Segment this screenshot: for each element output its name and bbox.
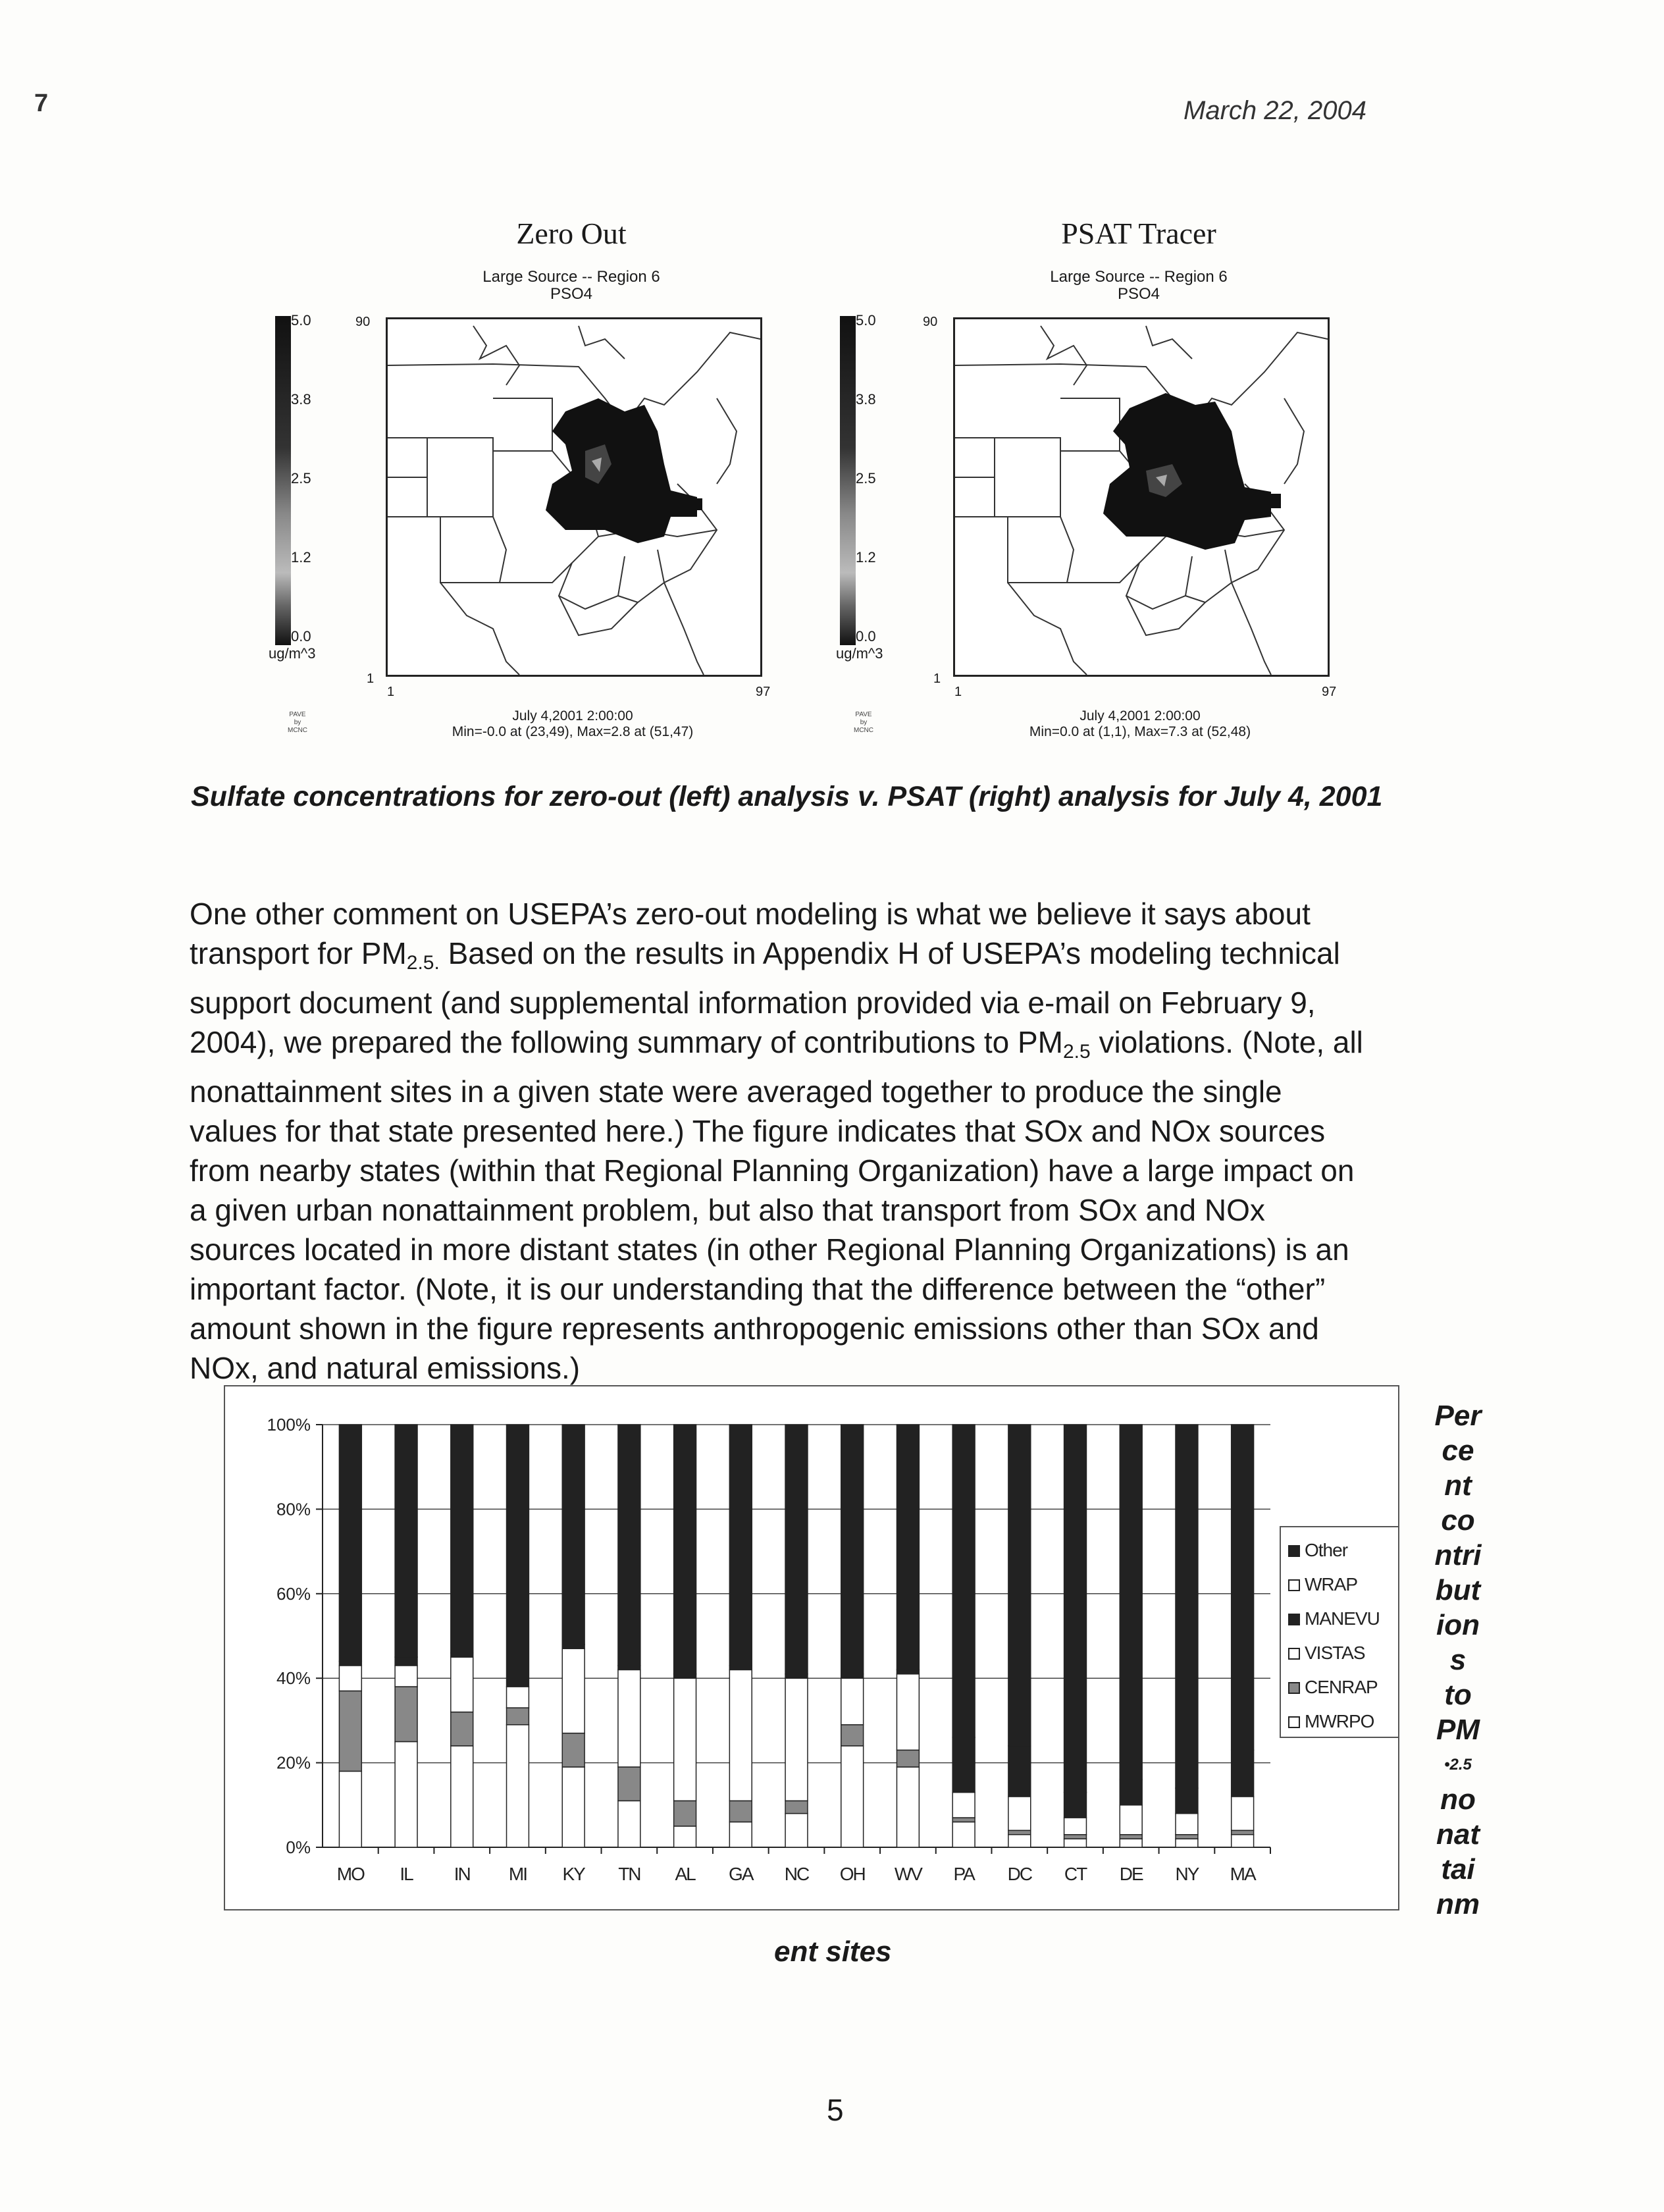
- y-tick-label: 20%: [276, 1752, 311, 1773]
- right-map-xmax: 97: [1322, 685, 1337, 699]
- bar-segment-other: [785, 1425, 808, 1674]
- left-pave-logo: PAVE by MCNC: [288, 711, 307, 734]
- bar-segment-cenrap: [785, 1801, 808, 1813]
- chart-vertical-title-line: co: [1441, 1504, 1475, 1537]
- stacked-bar-chart: [224, 1385, 1277, 1908]
- left-map-footer-date: July 4,2001 2:00:00: [512, 708, 633, 724]
- bar-segment-manevu: [897, 1670, 919, 1673]
- bar-segment-cenrap: [1232, 1830, 1254, 1834]
- bar-segment-mwrpo: [952, 1822, 975, 1847]
- page-date: March 22, 2004: [1183, 96, 1366, 125]
- chart-vertical-title-line: but: [1435, 1574, 1481, 1606]
- right-cbar-label: 1.2: [856, 549, 876, 566]
- bar-segment-mwrpo: [1120, 1839, 1142, 1847]
- right-cbar-label: 0.0: [856, 628, 876, 645]
- bar-segment-vistas: [729, 1670, 752, 1801]
- x-tick-label: MO: [336, 1864, 364, 1884]
- left-map-xmin: 1: [387, 685, 395, 699]
- chart-vertical-title-line: nat: [1436, 1818, 1480, 1851]
- right-cbar-label: 3.8: [856, 391, 876, 408]
- bar-segment-manevu: [785, 1674, 808, 1678]
- chart-vertical-title-line: no: [1440, 1783, 1476, 1816]
- left-map-subtitle: Large Source -- Region 6: [482, 268, 660, 286]
- bar-segment-cenrap: [1176, 1835, 1198, 1839]
- legend-swatch-vistas: [1289, 1648, 1299, 1659]
- right-map-subtitle: Large Source -- Region 6: [1050, 268, 1228, 286]
- chart-vertical-title-line: nt: [1444, 1469, 1472, 1502]
- bar-segment-other: [897, 1425, 919, 1670]
- legend-swatch-cenrap: [1289, 1683, 1299, 1693]
- bar-segment-mwrpo: [897, 1767, 919, 1847]
- bar-segment-mwrpo: [339, 1771, 361, 1847]
- bar-segment-vistas: [1008, 1797, 1031, 1830]
- bar-segment-vistas: [395, 1666, 417, 1687]
- bar-segment-cenrap: [451, 1712, 473, 1746]
- right-map-plot: [953, 317, 1330, 677]
- bar-segment-other: [395, 1425, 417, 1657]
- bar-segment-cenrap: [1008, 1830, 1031, 1834]
- x-tick-label: MA: [1230, 1864, 1255, 1884]
- bar-segment-mwrpo: [507, 1725, 529, 1847]
- right-cbar-units: ug/m^3: [836, 645, 883, 662]
- bar-segment-cenrap: [1120, 1835, 1142, 1839]
- legend-label: MWRPO: [1305, 1711, 1374, 1731]
- bar-segment-cenrap: [395, 1687, 417, 1741]
- bar-segment-manevu: [395, 1657, 417, 1666]
- left-map-title: Zero Out: [516, 217, 627, 250]
- left-map-ymax: 90: [355, 315, 371, 329]
- x-tick-label: OH: [839, 1864, 865, 1884]
- right-map-ymax: 90: [923, 315, 938, 329]
- bar-segment-mwrpo: [618, 1801, 640, 1847]
- bar-segment-cenrap: [897, 1750, 919, 1767]
- x-tick-label: AL: [675, 1864, 695, 1884]
- bar-segment-mwrpo: [674, 1826, 696, 1847]
- bar-segment-mwrpo: [1232, 1835, 1254, 1847]
- bar-segment-vistas: [1232, 1797, 1254, 1830]
- bar-segment-vistas: [1176, 1814, 1198, 1835]
- bar-segment-vistas: [451, 1657, 473, 1712]
- bar-segment-vistas: [1120, 1805, 1142, 1835]
- bar-segment-other: [507, 1425, 529, 1678]
- chart-vertical-title-line: •2.5: [1444, 1756, 1472, 1774]
- left-map-footer-minmax: Min=-0.0 at (23,49), Max=2.8 at (51,47): [452, 724, 694, 739]
- bar-segment-other: [618, 1425, 640, 1666]
- bar-segment-manevu: [339, 1662, 361, 1666]
- bar-segment-mwrpo: [1008, 1835, 1031, 1847]
- bar-segment-mwrpo: [562, 1767, 585, 1847]
- bar-segment-mwrpo: [451, 1746, 473, 1847]
- legend-label: Other: [1305, 1540, 1348, 1560]
- bar-segment-cenrap: [562, 1733, 585, 1767]
- bar-segment-vistas: [952, 1793, 975, 1818]
- left-colorbar: [275, 316, 291, 645]
- right-map-footer-date: July 4,2001 2:00:00: [1079, 708, 1201, 724]
- bar-segment-vistas: [507, 1687, 529, 1708]
- left-cbar-label: 2.5: [291, 470, 311, 487]
- bar-segment-manevu: [1176, 1788, 1198, 1814]
- bar-segment-manevu: [1008, 1746, 1031, 1797]
- x-tick-label: NY: [1175, 1864, 1199, 1884]
- bar-segment-vistas: [674, 1678, 696, 1801]
- y-tick-label: 40%: [276, 1668, 311, 1689]
- bar-segment-cenrap: [729, 1801, 752, 1822]
- bar-segment-other: [674, 1425, 696, 1674]
- left-map-ymin: 1: [367, 672, 375, 686]
- bar-segment-cenrap: [1064, 1835, 1087, 1839]
- bar-segment-other: [339, 1425, 361, 1662]
- chart-legend: [1280, 1526, 1399, 1738]
- x-tick-label: PA: [953, 1864, 974, 1884]
- x-tick-label: WV: [894, 1864, 922, 1884]
- left-map-plot: [386, 317, 762, 677]
- right-map-ymin: 1: [933, 672, 941, 686]
- left-cbar-label: 3.8: [291, 391, 311, 408]
- right-map-title: PSAT Tracer: [1061, 217, 1216, 250]
- bar-segment-vistas: [339, 1666, 361, 1691]
- bar-segment-vistas: [1064, 1818, 1087, 1835]
- x-tick-label: GA: [729, 1864, 753, 1884]
- bar-segment-manevu: [841, 1674, 864, 1678]
- bar-segment-other: [729, 1425, 752, 1666]
- chart-vertical-title-line: Per: [1434, 1400, 1482, 1432]
- bar-segment-other: [1064, 1425, 1087, 1793]
- legend-swatch-other: [1289, 1546, 1299, 1556]
- left-map-species: PSO4: [550, 285, 593, 303]
- bar-segment-vistas: [618, 1670, 640, 1767]
- right-colorbar: [840, 316, 856, 645]
- bar-segment-mwrpo: [785, 1814, 808, 1847]
- chart-vertical-title-line: nm: [1436, 1888, 1480, 1920]
- bar-segment-manevu: [562, 1645, 585, 1648]
- bar-segment-manevu: [1064, 1793, 1087, 1818]
- bar-segment-other: [1232, 1425, 1254, 1750]
- chart-vertical-title-line: s: [1449, 1644, 1467, 1676]
- bar-segment-mwrpo: [841, 1746, 864, 1847]
- chart-vertical-title-line: ion: [1436, 1609, 1480, 1641]
- x-tick-label: TN: [618, 1864, 640, 1884]
- bar-segment-other: [952, 1425, 975, 1737]
- chart-vertical-title-line: ntri: [1434, 1539, 1482, 1571]
- bar-segment-cenrap: [507, 1708, 529, 1725]
- bar-segment-vistas: [785, 1678, 808, 1801]
- bar-segment-other: [562, 1425, 585, 1645]
- bar-segment-manevu: [618, 1666, 640, 1670]
- right-cbar-label: 2.5: [856, 470, 876, 487]
- bar-segment-mwrpo: [395, 1742, 417, 1848]
- bar-segment-manevu: [1232, 1750, 1254, 1797]
- bar-segment-other: [451, 1425, 473, 1653]
- right-map-footer-minmax: Min=0.0 at (1,1), Max=7.3 at (52,48): [1029, 724, 1251, 739]
- legend-label: VISTAS: [1305, 1643, 1365, 1663]
- corner-mark: 7: [34, 90, 49, 117]
- bar-segment-mwrpo: [729, 1822, 752, 1847]
- bar-segment-cenrap: [674, 1801, 696, 1826]
- bar-segment-mwrpo: [1176, 1839, 1198, 1847]
- x-tick-label: MI: [508, 1864, 527, 1884]
- chart-vertical-title-line: tai: [1441, 1853, 1475, 1885]
- bar-segment-mwrpo: [1064, 1839, 1087, 1847]
- x-tick-label: DC: [1007, 1864, 1032, 1884]
- legend-label: WRAP: [1305, 1574, 1357, 1594]
- bar-segment-other: [1008, 1425, 1031, 1746]
- left-cbar-label: 0.0: [291, 628, 311, 645]
- chart-vertical-title-line: ce: [1442, 1435, 1474, 1467]
- x-tick-label: IL: [400, 1864, 413, 1884]
- right-pave-logo: PAVE by MCNC: [854, 711, 873, 734]
- right-cbar-label: 5.0: [856, 312, 876, 329]
- legend-swatch-manevu: [1289, 1614, 1299, 1625]
- x-tick-label: KY: [562, 1864, 585, 1884]
- bar-segment-other: [841, 1425, 864, 1674]
- chart-title-continued: ent sites: [774, 1936, 892, 1968]
- bar-segment-manevu: [674, 1674, 696, 1678]
- bar-segment-vistas: [841, 1678, 864, 1725]
- bar-segment-other: [1176, 1425, 1198, 1788]
- legend-swatch-wrap: [1289, 1580, 1299, 1591]
- left-map-xmax: 97: [756, 685, 771, 699]
- y-tick-label: 60%: [276, 1583, 311, 1604]
- bar-segment-manevu: [1120, 1779, 1142, 1805]
- y-tick-label: 100%: [267, 1415, 311, 1435]
- right-map-xmin: 1: [954, 685, 962, 699]
- legend-swatch-mwrpo: [1289, 1717, 1299, 1727]
- bar-segment-vistas: [562, 1648, 585, 1733]
- page-number: 5: [827, 2093, 844, 2127]
- legend-label: MANEVU: [1305, 1608, 1380, 1629]
- x-tick-label: CT: [1064, 1864, 1087, 1884]
- x-tick-label: NC: [784, 1864, 809, 1884]
- figure-caption: Sulfate concentrations for zero-out (left) analysis v. PSAT (right) analysis for July 4, 2001: [191, 781, 1383, 812]
- left-cbar-label: 5.0: [291, 312, 311, 329]
- body-paragraph: One other comment on USEPA’s zero-out modeling is what we believe it says about transport for $PM_{2.5.}$ Based on the results in Appendix H of USEPA’s modeling technical support document (and supplemental information provided via e-mail on February 9, 2004), we prepared the following summary of contributions to $PM_{2.5}$ violations. (Note, all nonattainment sites in a given state were averaged together to produce the single values for that state presented here.) The figure indicates that SOx and NOx sources from nearby states (within that Regional Planning Organization) have a large impact on a given urban nonattainment problem, but also that transport from SOx and NOx sources located in more distant states (in other Regional Planning Organizations) is an important factor. (Note, it is our understanding that the difference between the “other” amount shown in the figure represents anthropogenic emissions other than SOx and NOx, and natural emissions.): [190, 897, 1363, 1385]
- bar-segment-cenrap: [952, 1818, 975, 1822]
- bar-segment-cenrap: [841, 1725, 864, 1746]
- bar-segment-manevu: [729, 1666, 752, 1670]
- y-tick-label: 80%: [276, 1499, 311, 1519]
- bar-segment-manevu: [507, 1678, 529, 1687]
- chart-vertical-title-line: to: [1444, 1679, 1472, 1711]
- chart-vertical-title-line: PM: [1436, 1714, 1480, 1746]
- legend-label: CENRAP: [1305, 1677, 1378, 1697]
- x-tick-label: IN: [454, 1864, 470, 1884]
- left-cbar-label: 1.2: [291, 549, 311, 566]
- bar-segment-cenrap: [339, 1691, 361, 1771]
- x-tick-label: DE: [1119, 1864, 1143, 1884]
- right-map-species: PSO4: [1117, 285, 1160, 303]
- chart-vertical-title: [1415, 1398, 1501, 1922]
- left-cbar-units: ug/m^3: [269, 645, 316, 662]
- bar-segment-vistas: [897, 1674, 919, 1751]
- bar-segment-cenrap: [618, 1767, 640, 1801]
- bar-segment-other: [1120, 1425, 1142, 1779]
- y-tick-label: 0%: [286, 1837, 311, 1857]
- bar-segment-manevu: [451, 1653, 473, 1657]
- bar-segment-manevu: [952, 1737, 975, 1792]
